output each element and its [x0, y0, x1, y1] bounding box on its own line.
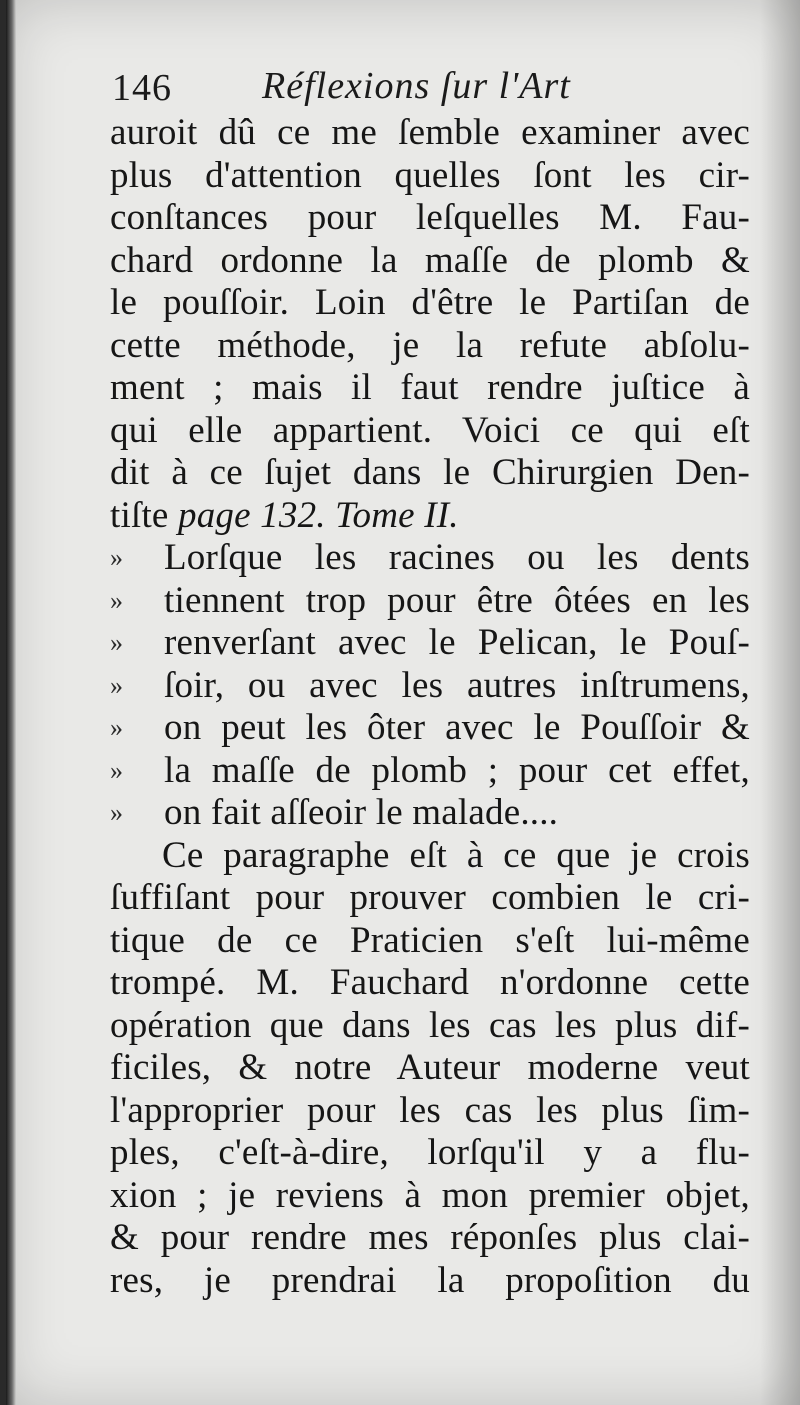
quote-line	[110, 750, 750, 793]
quote-line	[110, 580, 750, 623]
text-line: res, je prendrai la propoſition du	[110, 1259, 750, 1301]
page-text	[110, 112, 750, 1302]
page-number: 146	[112, 67, 172, 109]
text-line: ficiles, & notre Auteur moderne veut	[110, 1047, 750, 1088]
quote-line	[110, 537, 750, 580]
text-line: conſtances pour leſquelles M. Fau-	[110, 197, 750, 238]
quote-mark: »	[110, 628, 124, 657]
quote-mark: »	[110, 798, 124, 827]
quote-text: la maſſe de plomb ; pour cet effet,	[164, 749, 750, 791]
text-line: ples, c'eſt-à-dire, lorſqu'il y a flu-	[110, 1132, 750, 1173]
text-line: plus d'attention quelles ſont les cir-	[110, 154, 750, 196]
page-edge-shadow	[760, 0, 800, 1405]
quote-text: ſoir, ou avec les autres inſtrumens,	[164, 664, 750, 706]
running-title: Réflexions ſur l'Art	[262, 65, 571, 107]
text-line: tique de ce Praticien s'eſt lui-même	[110, 919, 750, 961]
text-line: cette méthode, je la refute abſolu-	[110, 324, 750, 366]
text-line: dit à ce ſujet dans le Chirurgien Den-	[110, 452, 750, 493]
quote-text: on peut les ôter avec le Pouſſoir &	[164, 707, 750, 748]
page-gutter-shadow	[6, 0, 16, 1405]
page-reference: page 132. Tome II.	[178, 494, 459, 536]
text-line: qui elle appartient. Voici ce qui eſt	[110, 409, 750, 451]
text-line: ſuffiſant pour prouver combien le cri-	[110, 877, 750, 918]
quote-mark: »	[110, 585, 124, 615]
quote-text: Lorſque les racines ou les dents	[164, 537, 750, 578]
text-line: & pour rendre mes réponſes plus clai-	[110, 1217, 750, 1258]
quote-line	[110, 622, 750, 665]
quote-line	[110, 707, 750, 750]
quote-mark: »	[110, 670, 124, 700]
quote-line	[110, 665, 750, 708]
text-fragment: tiſte	[110, 494, 169, 536]
text-line: chard ordonne la maſſe de plomb &	[110, 239, 750, 281]
quote-text: renverſant avec le Pelican, le Pouſ-	[164, 622, 750, 663]
book-page	[6, 0, 800, 1405]
quote-text: tiennent trop pour être ôtées en les	[164, 579, 750, 621]
text-line: Ce paragraphe eſt à ce que je crois	[162, 834, 750, 876]
text-line: opération que dans les cas les plus dif-	[110, 1004, 750, 1046]
text-line: xion ; je reviens à mon premier objet,	[110, 1174, 750, 1216]
text-line: l'approprier pour les cas les plus ſim-	[110, 1089, 750, 1131]
quote-mark: »	[110, 713, 124, 742]
quote-text: on fait aſſeoir le malade....	[164, 792, 559, 833]
quote-mark: »	[110, 543, 124, 572]
text-line: le pouſſoir. Loin d'être le Partiſan de	[110, 282, 750, 323]
text-line-reference	[110, 495, 750, 538]
quote-mark: »	[110, 755, 124, 785]
text-line: trompé. M. Fauchard n'ordonne cette	[110, 962, 750, 1003]
quote-line	[110, 792, 750, 835]
text-line: ment ; mais il faut rendre juſtice à	[110, 367, 750, 408]
text-line: auroit dû ce me ſemble examiner avec	[110, 112, 750, 153]
page-header	[106, 58, 746, 114]
